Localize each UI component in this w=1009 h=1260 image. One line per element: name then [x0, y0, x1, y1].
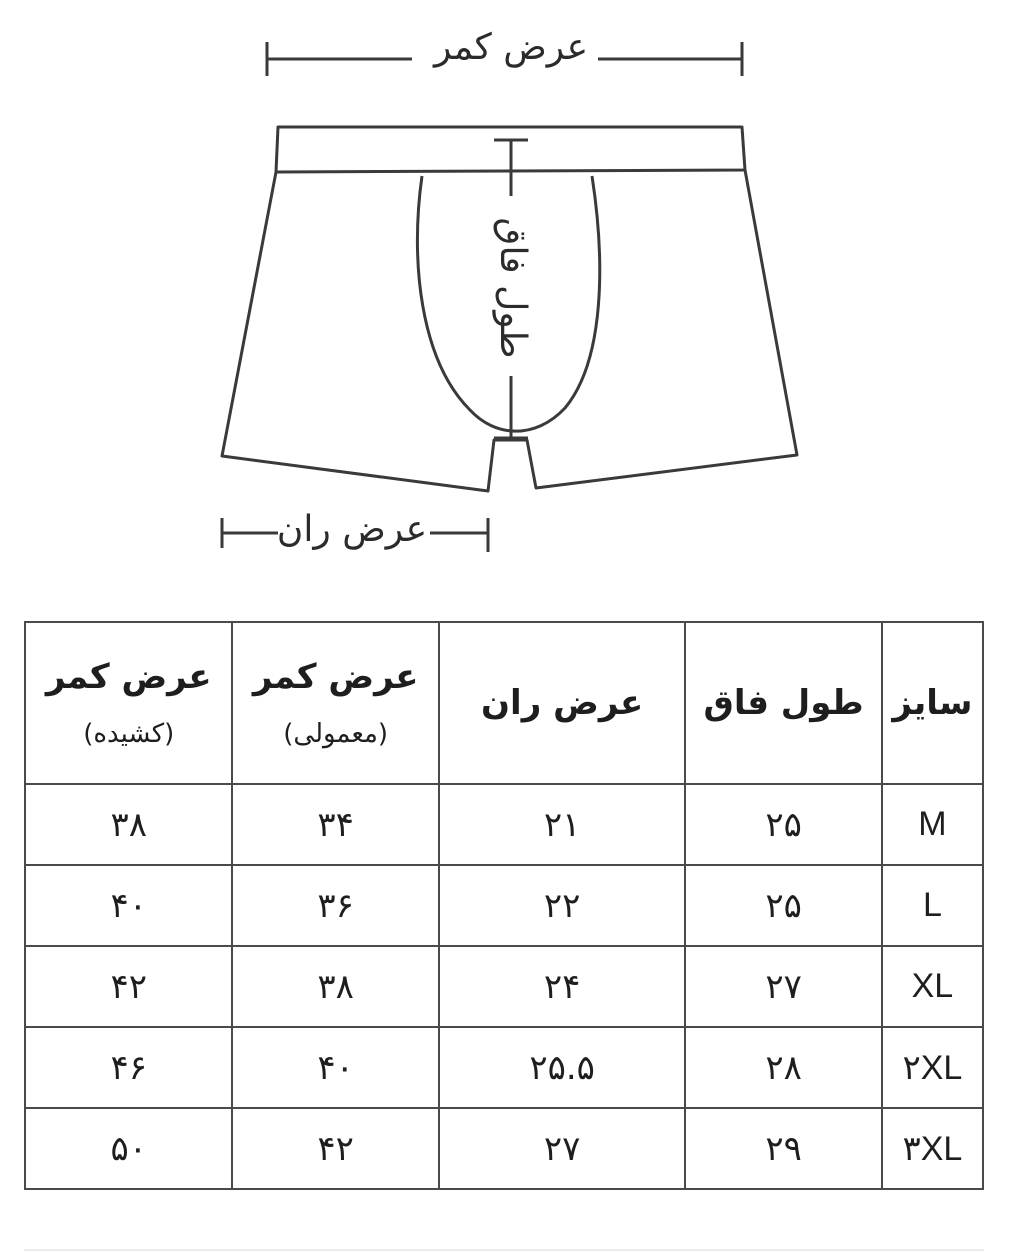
waist-normal-cell: ۳۸	[232, 946, 438, 1027]
bottom-divider	[24, 1249, 984, 1251]
size-cell: XL	[882, 946, 983, 1027]
size-cell: ۳XL	[882, 1108, 983, 1189]
waist-width-label: عرض کمر	[433, 27, 589, 68]
table-row	[25, 946, 983, 1027]
header-waist-normal	[232, 622, 438, 784]
waist-normal-cell: ۳۶	[232, 865, 438, 946]
header-label: عرض ران	[481, 682, 644, 723]
thigh-cell: ۲۲	[439, 865, 686, 946]
size-cell: M	[882, 784, 983, 865]
header-label: عرض کمر	[45, 656, 212, 697]
size-table	[24, 621, 984, 1190]
header-label: طول فاق	[703, 682, 864, 723]
thigh-cell: ۲۴	[439, 946, 686, 1027]
table-row	[25, 1027, 983, 1108]
size-diagram	[0, 0, 1009, 600]
size-cell: ۲XL	[882, 1027, 983, 1108]
thigh-width-label: عرض ران	[276, 509, 428, 550]
waist-stretched-cell: ۴۶	[25, 1027, 232, 1108]
thigh-cell: ۲۵.۵	[439, 1027, 686, 1108]
size-cell: L	[882, 865, 983, 946]
waist-normal-cell: ۴۲	[232, 1108, 438, 1189]
header-rise-length	[685, 622, 881, 784]
rise-cell: ۲۹	[685, 1108, 881, 1189]
waist-normal-cell: ۴۰	[232, 1027, 438, 1108]
waist-stretched-cell: ۵۰	[25, 1108, 232, 1189]
header-thigh-width	[439, 622, 686, 784]
rise-cell: ۲۵	[685, 865, 881, 946]
rise-cell: ۲۸	[685, 1027, 881, 1108]
header-size	[882, 622, 983, 784]
rise-cell: ۲۷	[685, 946, 881, 1027]
table-row	[25, 1108, 983, 1189]
table-row	[25, 784, 983, 865]
header-sublabel: (کشیده)	[83, 719, 175, 750]
waist-normal-cell: ۳۴	[232, 784, 438, 865]
header-sublabel: (معمولی)	[283, 719, 389, 750]
table-row	[25, 865, 983, 946]
thigh-cell: ۲۱	[439, 784, 686, 865]
waist-stretched-cell: ۴۲	[25, 946, 232, 1027]
header-label: سایز	[892, 682, 973, 723]
rise-length-label: طول فاق	[492, 217, 533, 359]
rise-cell: ۲۵	[685, 784, 881, 865]
waist-stretched-cell: ۴۰	[25, 865, 232, 946]
thigh-cell: ۲۷	[439, 1108, 686, 1189]
header-label: عرض کمر	[252, 656, 419, 697]
table-header-row	[25, 622, 983, 784]
header-waist-stretched	[25, 622, 232, 784]
waist-stretched-cell: ۳۸	[25, 784, 232, 865]
